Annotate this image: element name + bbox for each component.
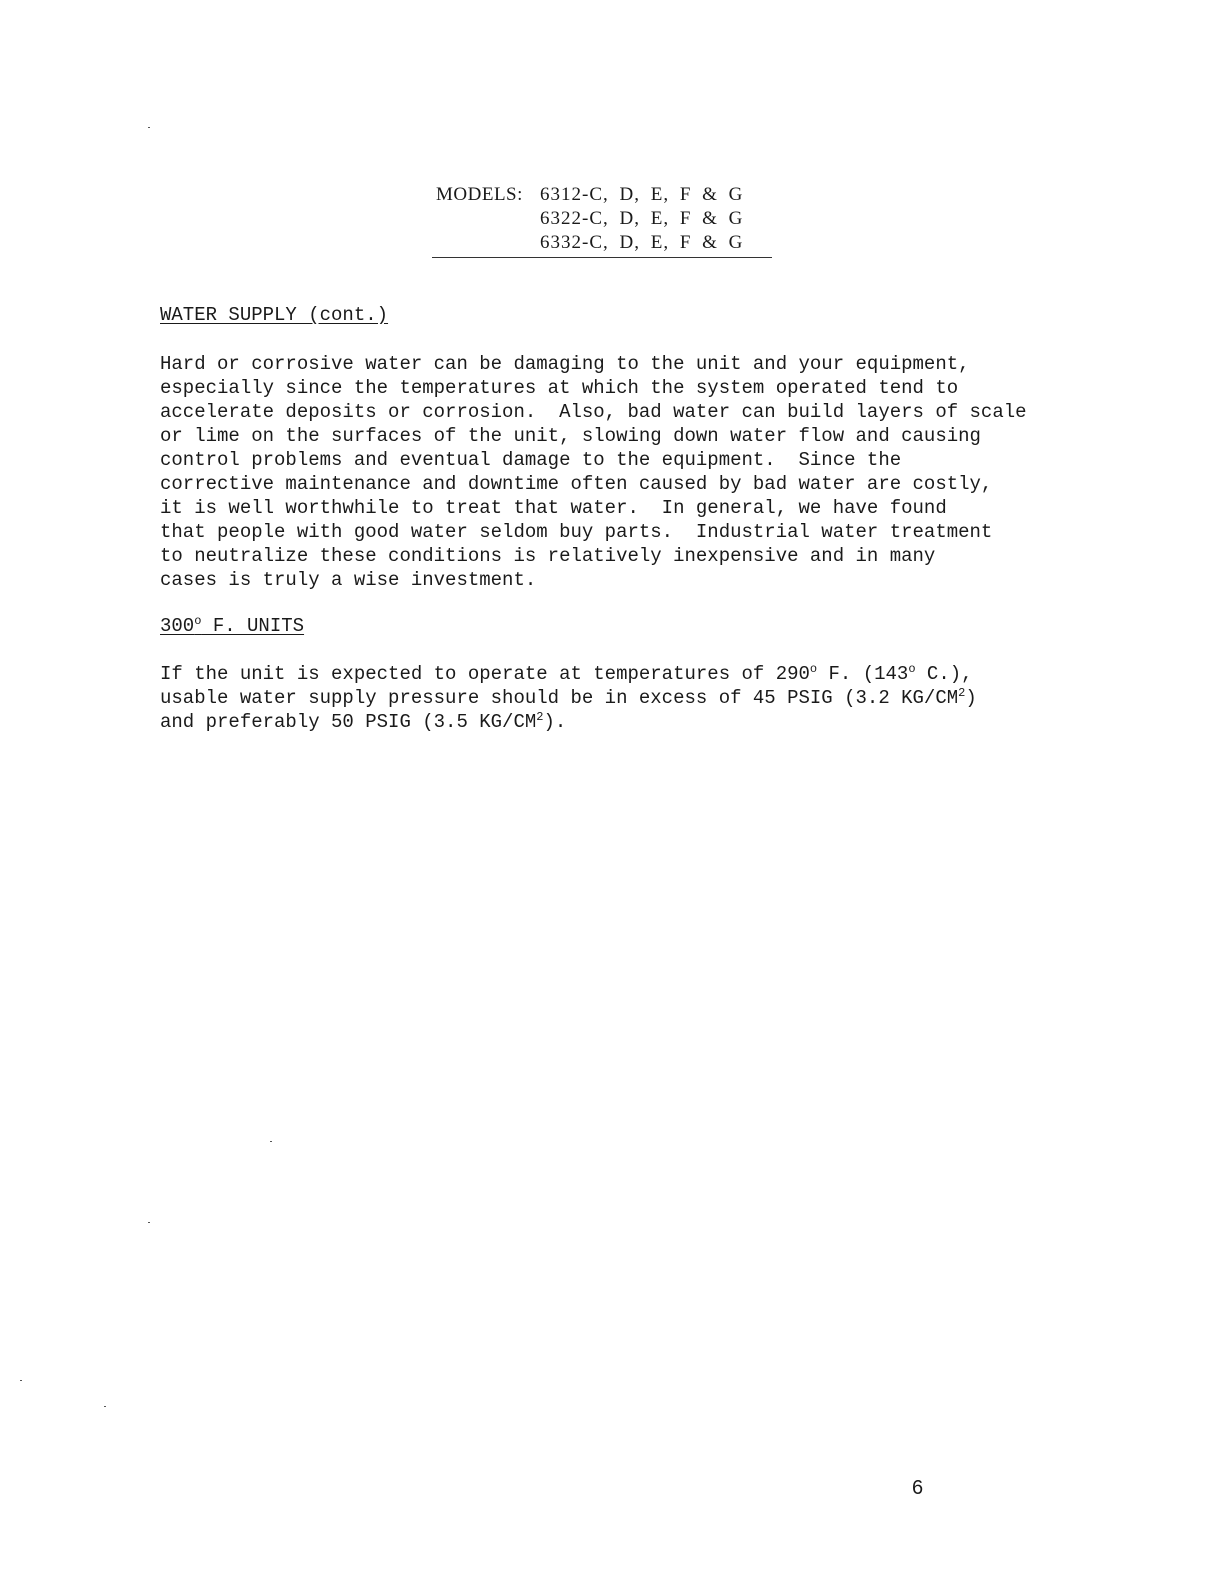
scan-speck — [148, 127, 150, 128]
heading-text: 300 — [160, 615, 195, 637]
text-run: and preferably 50 PSIG (3.5 KG/CM — [160, 711, 537, 733]
paragraph-line: to neutralize these conditions is relatively inexpensive and in many — [160, 545, 936, 567]
scan-speck — [148, 1222, 150, 1223]
scan-speck — [104, 1406, 106, 1407]
paragraph-line: control problems and eventual damage to the equipment. Since the — [160, 449, 902, 471]
water-supply-heading: WATER SUPPLY (cont.) — [160, 304, 389, 326]
models-label: MODELS: — [436, 184, 523, 205]
paragraph-line: that people with good water seldom buy parts. Industrial water treatment — [160, 521, 993, 543]
paragraph-line: cases is truly a wise investment. — [160, 569, 537, 591]
scan-speck — [20, 1380, 22, 1381]
model-line: 6332-C, D, E, F & G — [540, 232, 744, 253]
model-line: 6322-C, D, E, F & G — [540, 208, 744, 229]
paragraph-line: or lime on the surfaces of the unit, slowing down water flow and causing — [160, 425, 981, 447]
models-list — [540, 183, 772, 255]
paragraph-line: Hard or corrosive water can be damaging to the unit and your equipment, — [160, 353, 970, 375]
model-line: 6312-C, D, E, F & G — [540, 184, 744, 205]
page-number: 6 — [912, 1477, 924, 1499]
text-run: ). — [543, 711, 567, 733]
paragraph-line: accelerate deposits or corrosion. Also, bad water can build layers of scale — [160, 401, 1027, 423]
water-supply-paragraph — [160, 352, 1100, 592]
models-block — [432, 183, 772, 258]
paragraph-line: it is well worthwhile to treat that water. In general, we have found — [160, 497, 947, 519]
300f-units-heading — [160, 614, 304, 638]
paragraph-line — [160, 662, 1100, 686]
degree-superscript: o — [809, 662, 818, 676]
degree-superscript: o — [194, 614, 202, 628]
text-run: F. (143 — [817, 663, 909, 685]
heading-text: F. UNITS — [201, 615, 305, 637]
paragraph-line — [160, 710, 1100, 734]
paragraph-line — [160, 686, 1100, 710]
degree-superscript: o — [908, 662, 916, 676]
scan-speck — [270, 1141, 272, 1142]
300f-units-paragraph — [160, 662, 1100, 734]
text-run: If the unit is expected to operate at temperatures of 290 — [160, 663, 810, 685]
squared-superscript: 2 — [958, 686, 966, 700]
text-run: C.), — [915, 663, 973, 685]
squared-superscript: 2 — [536, 710, 544, 724]
paragraph-line: corrective maintenance and downtime often caused by bad water are costly, — [160, 473, 993, 495]
text-run: usable water supply pressure should be in excess of 45 PSIG (3.2 KG/CM — [160, 687, 959, 709]
text-run: ) — [965, 687, 977, 709]
paragraph-line: especially since the temperatures at which the system operated tend to — [160, 377, 959, 399]
